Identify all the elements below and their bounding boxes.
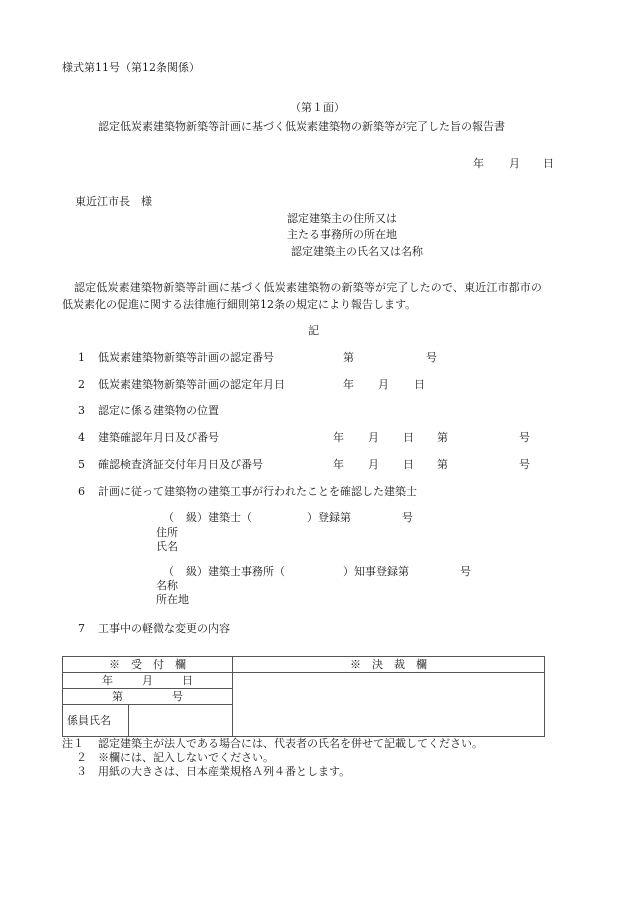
reception-dai: 第 xyxy=(112,690,123,703)
note-text: 用紙の大きさは、日本産業規格Ａ列４番とします。 xyxy=(98,765,351,778)
field-day: 日 xyxy=(414,378,425,391)
reception-date-cell xyxy=(63,673,233,689)
item-label: 確認検査済証交付年月日及び番号 xyxy=(98,458,263,471)
architect-address-label: 住所 xyxy=(156,526,178,539)
reception-header: ※ 受 付 欄 xyxy=(63,657,233,673)
field-dai: 第 xyxy=(343,351,354,364)
item-number: 3 xyxy=(78,404,85,417)
ki-heading: 記 xyxy=(308,324,319,337)
item-number: 5 xyxy=(78,458,85,471)
office-grade-open: （ xyxy=(163,565,174,578)
decision-cell[interactable] xyxy=(233,673,545,737)
note-number: ３ xyxy=(76,765,87,778)
note-1 xyxy=(62,737,483,751)
office-name-label: 名称 xyxy=(156,579,178,592)
field-dai: 第 xyxy=(437,431,448,444)
staff-name-label: 係員氏名 xyxy=(63,705,129,737)
field-month: 月 xyxy=(368,458,379,471)
office-location-label: 所在地 xyxy=(156,593,189,606)
field-year: 年 xyxy=(333,431,344,444)
page-number-label: （第１面） xyxy=(290,101,345,114)
office-registration-go: 号 xyxy=(460,565,471,578)
staff-name-field[interactable] xyxy=(129,705,233,737)
note-number: 注１ xyxy=(62,737,84,750)
decision-header: ※ 決 裁 欄 xyxy=(233,657,545,673)
field-day: 日 xyxy=(403,458,414,471)
architect-grade-open: （ xyxy=(163,511,174,524)
office-grade-label: 級）建築士事務所（ xyxy=(186,565,285,578)
reception-number-cell xyxy=(63,689,233,705)
date-year: 年 xyxy=(473,157,484,170)
date-day: 日 xyxy=(543,157,554,170)
note-number: ２ xyxy=(76,751,87,764)
reception-month: 月 xyxy=(142,674,153,687)
item-label: 計画に従って建築物の建築工事が行われたことを確認した建築士 xyxy=(98,485,417,498)
applicant-name-label: 認定建築主の氏名又は名称 xyxy=(291,245,423,258)
item-number: 4 xyxy=(78,431,85,444)
field-month: 月 xyxy=(368,431,379,444)
architect-registration-go: 号 xyxy=(402,511,413,524)
form-number-label: 様式第11号（第12条関係） xyxy=(62,61,200,74)
architect-grade-label: 級）建築士（ xyxy=(186,511,252,524)
date-month: 月 xyxy=(509,157,520,170)
applicant-address-label: 認定建築主の住所又は xyxy=(287,212,397,225)
item-label: 低炭素建築物新築等計画の認定年月日 xyxy=(98,378,285,391)
applicant-office-label: 主たる事務所の所在地 xyxy=(287,228,397,241)
item-number: 7 xyxy=(78,622,85,635)
body-line-1: 認定低炭素建築物新築等計画に基づく低炭素建築物の新築等が完了したので、東近江市都市の xyxy=(74,281,543,294)
reception-day: 日 xyxy=(182,674,193,687)
field-year: 年 xyxy=(333,458,344,471)
document-title: 認定低炭素建築物新築等計画に基づく低炭素建築物の新築等が完了した旨の報告書 xyxy=(98,120,505,133)
field-go: 号 xyxy=(519,431,530,444)
office-registration-label: ）知事登録第 xyxy=(343,565,409,578)
field-go: 号 xyxy=(426,351,437,364)
item-label: 工事中の軽微な変更の内容 xyxy=(98,622,230,635)
reception-go: 号 xyxy=(172,690,183,703)
note-2 xyxy=(62,751,274,765)
item-number: 1 xyxy=(78,351,85,364)
architect-registration-label: ）登録第 xyxy=(307,511,351,524)
item-label: 建築確認年月日及び番号 xyxy=(98,431,219,444)
note-text: ※欄には、記入しないでください。 xyxy=(98,751,274,764)
item-label: 認定に係る建築物の位置 xyxy=(98,404,219,417)
addressee: 東近江市長 様 xyxy=(75,195,152,208)
office-use-table xyxy=(62,656,545,737)
note-3 xyxy=(62,765,350,779)
note-text: 認定建築主が法人である場合には、代表者の氏名を併せて記載してください。 xyxy=(98,737,483,750)
field-go: 号 xyxy=(519,458,530,471)
field-month: 月 xyxy=(378,378,389,391)
item-number: 6 xyxy=(78,485,85,498)
field-dai: 第 xyxy=(437,458,448,471)
architect-name-label: 氏名 xyxy=(156,540,178,553)
field-day: 日 xyxy=(403,431,414,444)
field-year: 年 xyxy=(343,378,354,391)
item-number: 2 xyxy=(78,378,85,391)
reception-year: 年 xyxy=(102,674,113,687)
item-label: 低炭素建築物新築等計画の認定番号 xyxy=(98,351,274,364)
body-line-2: 低炭素化の促進に関する法律施行細則第12条の規定により報告します。 xyxy=(62,298,417,311)
